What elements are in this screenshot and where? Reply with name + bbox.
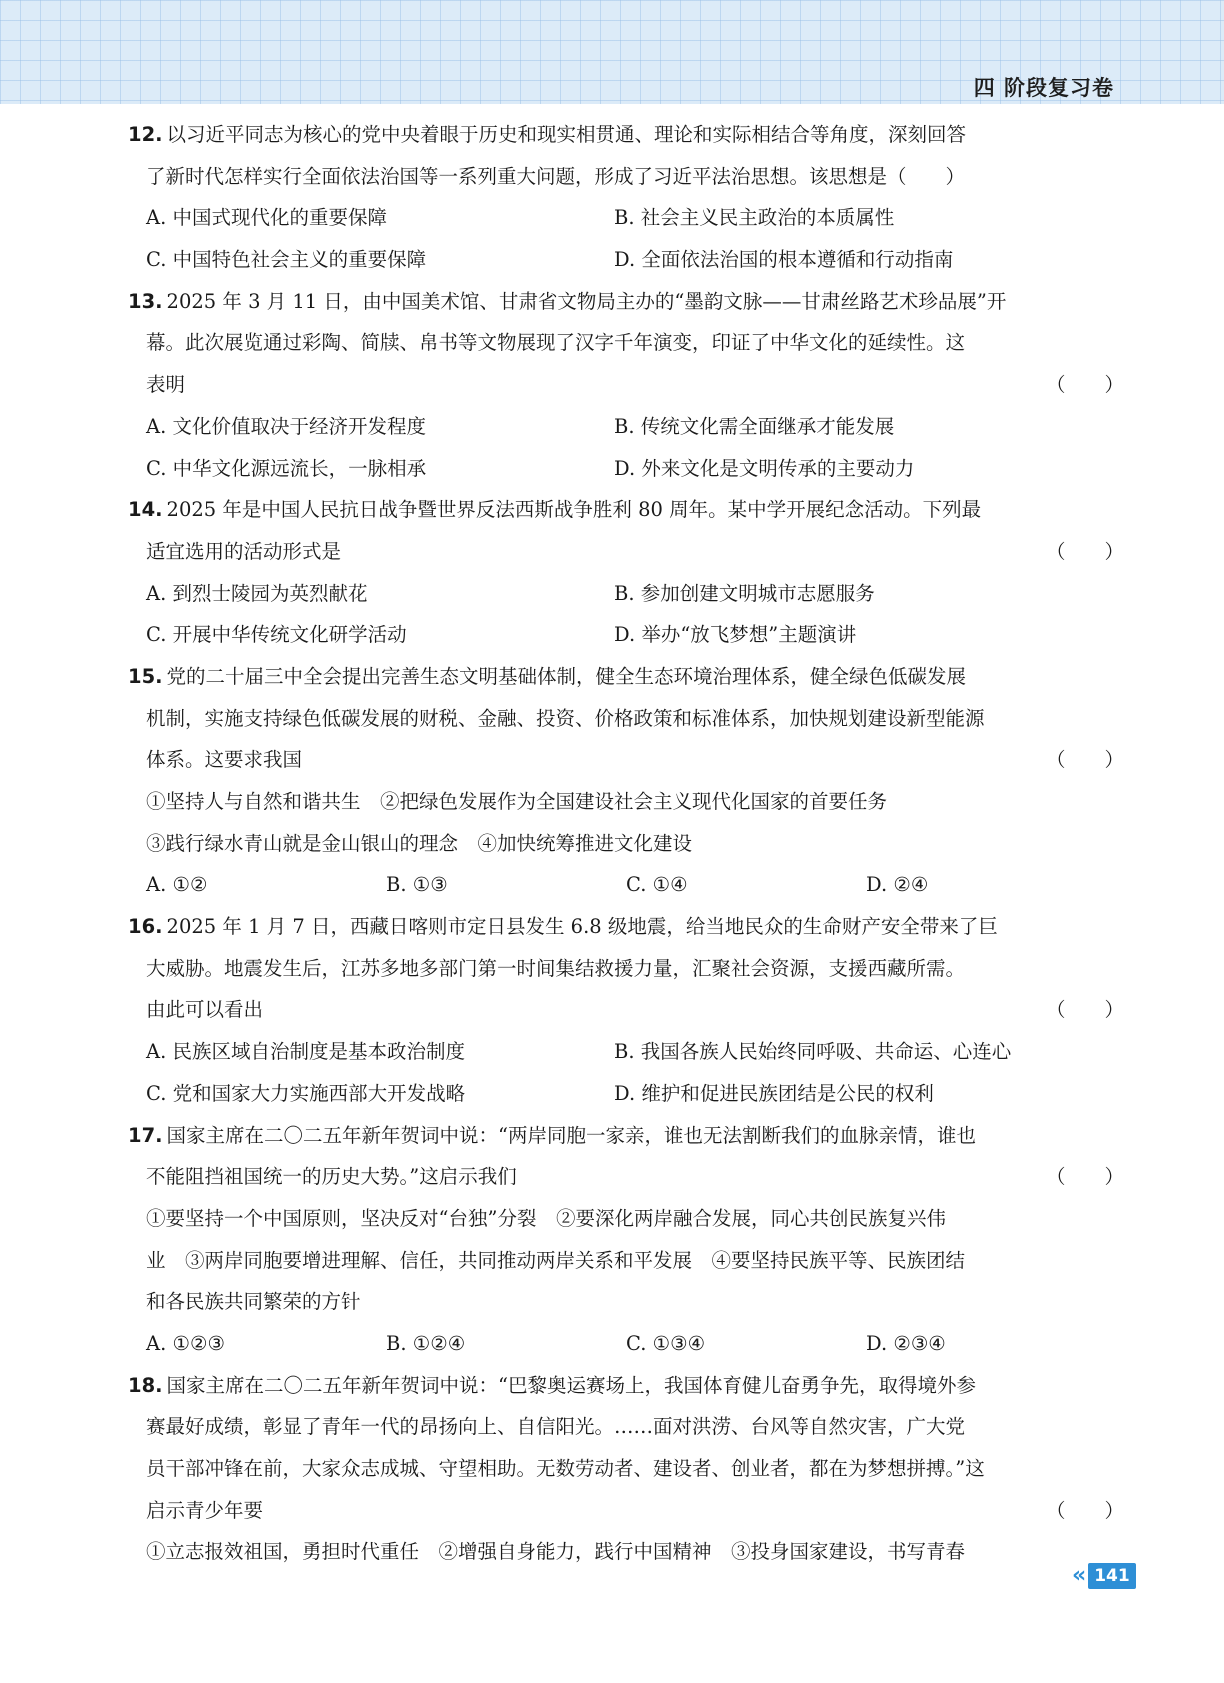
question-stem-text: 不能阻挡祖国统一的历史大势。”这启示我们 — [146, 1165, 517, 1189]
question-stem-line — [128, 531, 1124, 573]
answer-option: C. 中国特色社会主义的重要保障 — [146, 248, 427, 272]
question-stem-line — [128, 656, 1124, 698]
question-stem-line — [128, 114, 1124, 156]
answer-option: A. ①②③ — [146, 1331, 225, 1355]
answer-option: D. 外来文化是文明传承的主要动力 — [614, 456, 915, 480]
question-stem-text: 员干部冲锋在前，大家众志成城、守望相助。无数劳动者、建设者、创业者，都在为梦想拼搏。”这 — [146, 1457, 985, 1480]
question-stem-line — [128, 1365, 1124, 1407]
answer-option: B. 我国各族人民始终同呼吸、共命运、心连心 — [614, 1040, 1012, 1064]
question-stem-line — [128, 698, 1124, 740]
question-stem-text: 国家主席在二〇二五年新年贺词中说：“两岸同胞一家亲，谁也无法割断我们的血脉亲情，谁也 — [166, 1123, 977, 1147]
section-title: 四 阶段复习卷 — [973, 76, 1114, 100]
question-stem-text: 机制，实施支持绿色低碳发展的财税、金融、投资、价格政策和标准体系，加快规划建设新型能源 — [146, 706, 985, 730]
answer-blank: （ ） — [1045, 1498, 1124, 1522]
question-stem-text: 体系。这要求我国 — [146, 748, 303, 772]
options-row — [128, 239, 1124, 281]
answer-blank: （ ） — [1045, 373, 1124, 397]
question-number: 18. — [128, 1373, 163, 1397]
question — [128, 281, 1124, 489]
question-number: 17. — [128, 1123, 163, 1147]
options-row — [128, 448, 1124, 490]
question-stem-line — [128, 906, 1124, 948]
question — [128, 114, 1124, 281]
answer-option: A. 中国式现代化的重要保障 — [146, 206, 387, 230]
answer-option: A. 到烈士陵园为英烈献花 — [146, 581, 368, 605]
options-row — [128, 864, 1124, 906]
question-stem-line — [128, 1115, 1124, 1157]
answer-blank: （ ） — [1045, 998, 1124, 1022]
answer-option: A. ①② — [146, 873, 208, 897]
question-number: 13. — [128, 289, 163, 313]
question — [128, 1365, 1124, 1573]
answer-option: D. 举办“放飞梦想”主题演讲 — [614, 623, 857, 647]
question-stem-text: 2025 年 3 月 11 日，由中国美术馆、甘肃省文物局主办的“墨韵文脉——甘肃丝路艺术珍品展”开 — [166, 289, 1007, 313]
statement-line: 业 ③两岸同胞要增进理解、信任，共同推动两岸关系和平发展 ④要坚持民族平等、民族团结 — [146, 1248, 966, 1272]
question-stem-line — [128, 322, 1124, 364]
question-stem-line — [128, 364, 1124, 406]
answer-option: B. 社会主义民主政治的本质属性 — [614, 206, 895, 230]
answer-option: B. 参加创建文明城市志愿服务 — [614, 581, 875, 605]
question-number: 14. — [128, 498, 163, 522]
question-stem-text: 了新时代怎样实行全面依法治国等一系列重大问题，形成了习近平法治思想。该思想是（ ） — [146, 164, 966, 188]
question-stem-text: 2025 年 1 月 7 日，西藏日喀则市定日县发生 6.8 级地震，给当地民众的生命财产安全带来了巨 — [166, 915, 998, 939]
statement-line: 和各民族共同繁荣的方针 — [146, 1290, 361, 1314]
answer-option: D. ②③④ — [866, 1331, 946, 1355]
page-number: 141 — [1088, 1563, 1136, 1589]
question-stem-line — [128, 156, 1124, 198]
answer-option: B. ①②④ — [386, 1331, 466, 1355]
statement-line: ①要坚持一个中国原则，坚决反对“台独”分裂 ②要深化两岸融合发展，同心共创民族复兴伟 — [146, 1206, 946, 1230]
answer-option: A. 文化价值取决于经济开发程度 — [146, 414, 426, 438]
question-stem-line — [128, 1490, 1124, 1532]
answer-option: C. 党和国家大力实施西部大开发战略 — [146, 1081, 466, 1105]
answer-option: C. ①③④ — [626, 1331, 706, 1355]
question — [128, 906, 1124, 1114]
question-stem-text: 表明 — [146, 373, 186, 397]
answer-option: C. 中华文化源远流长，一脉相承 — [146, 456, 427, 480]
question-stem-text: 赛最好成绩，彰显了青年一代的昂扬向上、自信阳光。……面对洪涝、台风等自然灾害，广大党 — [146, 1415, 966, 1439]
options-row — [128, 614, 1124, 656]
question-stem-text: 适宜选用的活动形式是 — [146, 539, 342, 563]
answer-option: D. ②④ — [866, 873, 929, 897]
question — [128, 489, 1124, 656]
question-number: 15. — [128, 664, 163, 688]
question-stem-text: 幕。此次展览通过彩陶、简牍、帛书等文物展现了汉字千年演变，印证了中华文化的延续性。这 — [146, 331, 966, 355]
question-stem-line — [128, 739, 1124, 781]
question-number: 12. — [128, 123, 163, 146]
question — [128, 656, 1124, 906]
question-stem-line — [128, 948, 1124, 990]
page-header — [0, 0, 1224, 104]
question — [128, 1115, 1124, 1365]
options-row — [128, 1323, 1124, 1365]
options-row — [128, 197, 1124, 239]
answer-option: B. ①③ — [386, 873, 448, 897]
question-stem-line — [128, 1156, 1124, 1198]
answer-blank: （ ） — [1045, 1165, 1124, 1189]
options-row — [128, 1073, 1124, 1115]
question-number: 16. — [128, 915, 163, 939]
answer-blank: （ ） — [1045, 748, 1124, 772]
page-number-badge — [1072, 1563, 1136, 1589]
answer-option: A. 民族区域自治制度是基本政治制度 — [146, 1040, 465, 1064]
answer-option: C. ①④ — [626, 873, 688, 897]
question-stem-text: 国家主席在二〇二五年新年贺词中说：“巴黎奥运赛场上，我国体育健儿奋勇争先，取得境外参 — [166, 1373, 977, 1397]
options-row — [128, 573, 1124, 615]
question-stem-line — [128, 1406, 1124, 1448]
question-stem-line — [128, 281, 1124, 323]
question-list — [128, 114, 1124, 1573]
question-stem-text: 2025 年是中国人民抗日战争暨世界反法西斯战争胜利 80 周年。某中学开展纪念活动。下列最 — [166, 498, 982, 522]
statement-line: ③践行绿水青山就是金山银山的理念 ④加快统筹推进文化建设 — [146, 831, 693, 855]
statement-line: ①坚持人与自然和谐共生 ②把绿色发展作为全国建设社会主义现代化国家的首要任务 — [146, 790, 888, 813]
answer-option: D. 全面依法治国的根本遵循和行动指南 — [614, 248, 954, 272]
question-stem-line — [128, 989, 1124, 1031]
options-row — [128, 1031, 1124, 1073]
answer-option: D. 维护和促进民族团结是公民的权利 — [614, 1081, 934, 1105]
answer-blank: （ ） — [1045, 539, 1124, 563]
question-stem-text: 由此可以看出 — [146, 998, 264, 1022]
answer-option: C. 开展中华传统文化研学活动 — [146, 623, 407, 647]
answer-option: B. 传统文化需全面继承才能发展 — [614, 414, 895, 438]
question-stem-text: 大威胁。地震发生后，江苏多地多部门第一时间集结救援力量，汇聚社会资源，支援西藏所需。 — [146, 956, 966, 980]
options-row — [128, 406, 1124, 448]
question-stem-line — [128, 489, 1124, 531]
question-stem-line — [128, 1448, 1124, 1490]
question-stem-text: 启示青少年要 — [146, 1498, 264, 1522]
statement-line: ①立志报效祖国，勇担时代重任 ②增强自身能力，践行中国精神 ③投身国家建设，书写青春 — [146, 1540, 966, 1564]
question-stem-text: 党的二十届三中全会提出完善生态文明基础体制，健全生态环境治理体系，健全绿色低碳发展 — [166, 664, 967, 688]
double-chevron-left-icon: « — [1072, 1563, 1087, 1588]
question-stem-text: 以习近平同志为核心的党中央着眼于历史和现实相贯通、理论和实际相结合等角度，深刻回答 — [166, 123, 967, 146]
